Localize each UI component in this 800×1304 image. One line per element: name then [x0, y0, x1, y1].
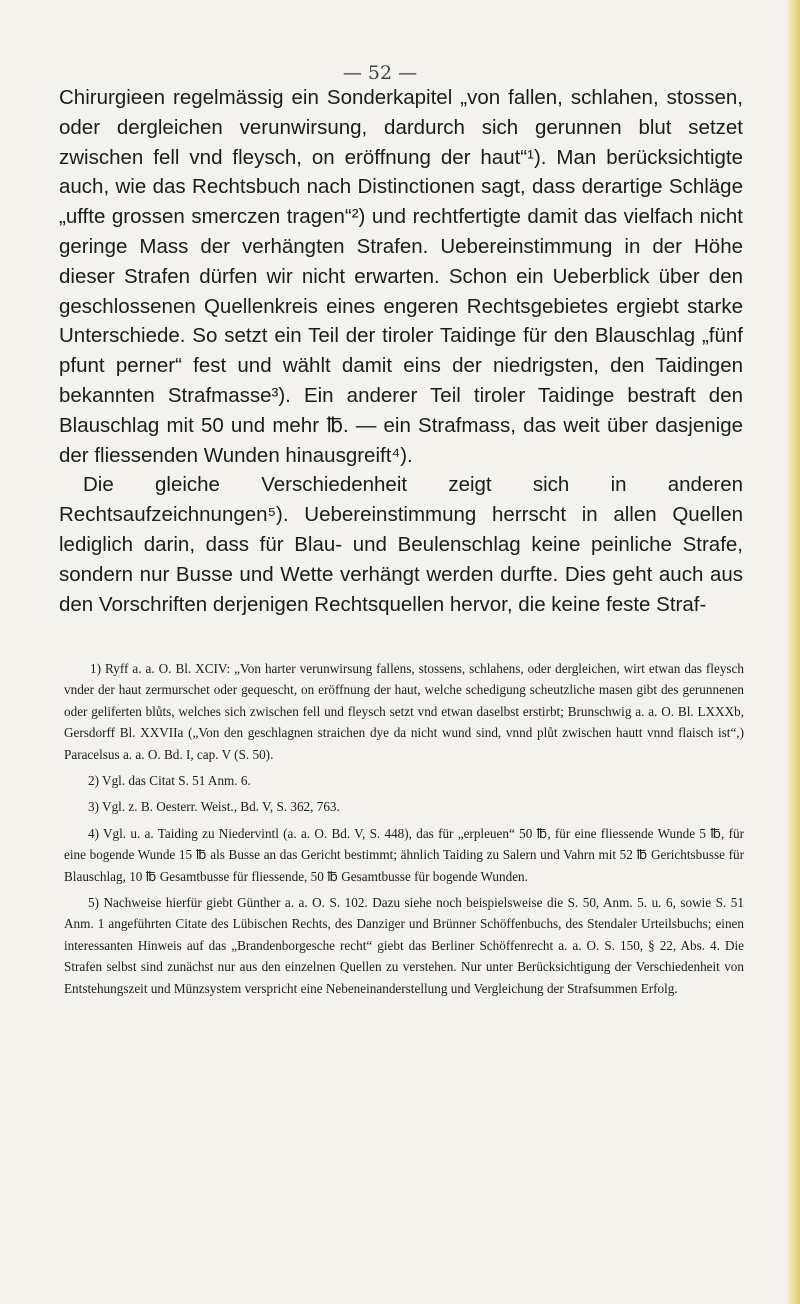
paragraph: Die gleiche Verschiedenheit zeigt sich in anderen Rechtsaufzeichnungen⁵). Uebereinstimmung herrscht in allen Quellen lediglich darin, dass für Blau- und Beulenschlag keine peinliche Strafe, sondern nur Busse und Wette verhängt werden durfte. Dies geht auch aus den Vorschriften derjenigen Rechtsquellen hervor, die keine feste Straf- [59, 473, 743, 616]
page-number: — 52 — [342, 62, 418, 84]
footnote: 5) Nachweise hierfür giebt Günther a. a. O. S. 102. Dazu siehe noch beispielsweise die S. 50, Anm. 5. u. 6, sowie S. 51 Anm. 1 angeführten Citate des Lübischen Rechts, des Danziger und Brünner Schöffenbuchs, des Stendaler Urteilsbuchs; einen interessanten Hinweis auf das „Brandenborgesche recht“ giebt das Berliner Schöffenrecht a. a. O. S. 150, § 22, Abs. 4. Die Strafen selbst sind zunächst nur aus den einzelnen Quellen zu verstehen. Nur unter Berücksichtigung der Verschiedenheit von Entstehungszeit und Münzsystem verspricht eine Nebeneinanderstellung und Vergleichung der Strafsummen Erfolg. [64, 895, 744, 996]
main-text [59, 83, 743, 619]
footnote: 3) Vgl. z. B. Oesterr. Weist., Bd. V, S. 362, 763. [88, 799, 340, 815]
footnotes [64, 658, 744, 1004]
paragraph: Chirurgieen regelmässig ein Sonderkapitel „von fallen, schlahen, stossen, oder dergleichen verunwirsung, dardurch sich gerunnen blut setzet zwischen fell vnd fleysch, on eröffnung der haut“¹). Man berücksichtigte auch, wie das Rechtsbuch nach Distinctionen sagt, dass derartige Schläge „uffte grossen smerczen tragen“²) und rechtfertigte damit das vielfach nicht geringe Mass der verhängten Strafen. Uebereinstimmung in der Höhe dieser Strafen dürfen wir nicht erwarten. Schon ein Ueberblick über den geschlossenen Quellenkreis eines engeren Rechtsgebietes ergiebt starke Unterschiede. So setzt ein Teil der tiroler Taidinge für den Blauschlag „fünf pfunt perner“ fest und wählt damit eins der niedrigsten, den Taidingen bekannten Strafmasse³). Ein anderer Teil tiroler Taidinge bestraft den Blauschlag mit 50 und mehr ℔. — ein Strafmass, das weit über dasjenige der fliessenden Wunden hinausgreift⁴). [59, 86, 743, 467]
footnote: 1) Ryff a. a. O. Bl. XCIV: „Von harter verunwirsung fallens, stossens, schlahens, oder dergleichen, wirt etwan das fleysch vnder der haut zermurschet oder gequescht, on eröffnung der haut, welche schedigung scheutzliche masen gibt des gerunnenen oder geliferten blůts, welches sich zwischen fell und fleysch setzt vnd etwan daselbst erstirbt; Brunschwig a. a. O. Bl. LXXXb, Gersdorff Bl. XXVIIa („Von den geschlagnen straichen dye da nicht wund sind, vnnd plůt zwischen hautt vnnd flaisch ist“,) Paracelsus a. a. O. Bd. I, cap. V (S. 50). [64, 661, 744, 762]
footnote: 2) Vgl. das Citat S. 51 Anm. 6. [88, 773, 251, 789]
page-edge [786, 0, 800, 1304]
footnote: 4) Vgl. u. a. Taiding zu Niedervintl (a. a. O. Bd. V, S. 448), das für „erpleuen“ 50 ℔, für eine fliessende Wunde 5 ℔, für eine bogende Wunde 15 ℔ als Busse an das Gericht bestimmt; ähnlich Taiding zu Salern und Vahrn mit 52 ℔ Gerichtsbusse für Blauschlag, 10 ℔ Gesamtbusse für fliessende, 50 ℔ Gesamtbusse für bogende Wunden. [64, 825, 744, 884]
